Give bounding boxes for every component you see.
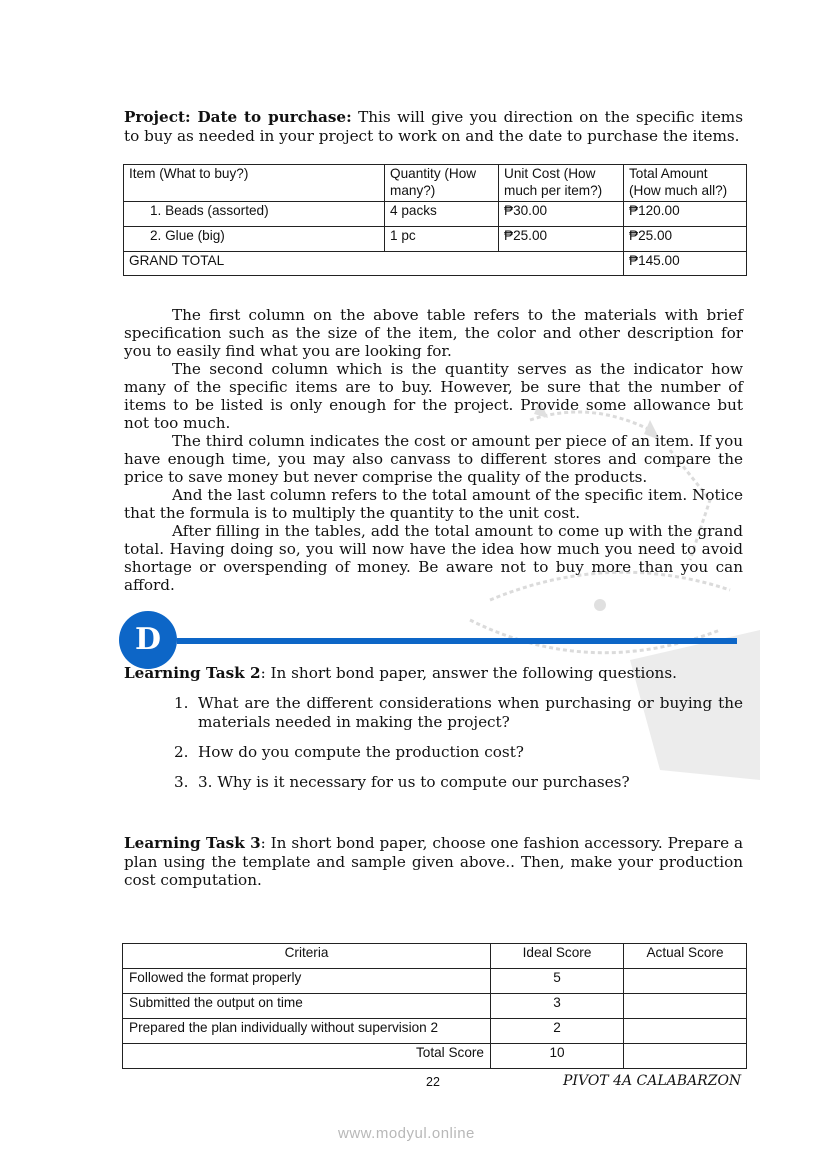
purchase-table <box>123 164 747 276</box>
grand-total-value: ₱145.00 <box>624 252 747 276</box>
rubric-table <box>122 943 747 1069</box>
intro-paragraph <box>124 108 743 146</box>
paragraph: After filling in the tables, add the total amount to come up with the grand total. Having doing so, you will now have the idea how much you need to avoid shortage or overspending of money. Be aware not to buy more than you can afford. <box>124 522 743 594</box>
header-actual-score: Actual Score <box>624 944 747 969</box>
cell-item: 2. Glue (big) <box>124 227 385 252</box>
question-number: 1. <box>174 694 189 712</box>
header-criteria: Criteria <box>123 944 491 969</box>
section-divider <box>177 638 737 644</box>
cell-unit-cost: ₱30.00 <box>499 202 624 227</box>
header-unit-cost: Unit Cost (How much per item?) <box>499 165 624 202</box>
list-item <box>174 743 743 762</box>
question-text: 3. Why is it necessary for us to compute our purchases? <box>198 773 630 791</box>
learning-task-3 <box>124 834 743 890</box>
header-item: Item (What to buy?) <box>124 165 385 202</box>
task2-text: : In short bond paper, answer the following questions. <box>260 664 677 682</box>
question-list <box>174 694 743 803</box>
cell-quantity: 4 packs <box>385 202 499 227</box>
header-total-amount: Total Amount (How much all?) <box>624 165 747 202</box>
cell-total: ₱25.00 <box>624 227 747 252</box>
cell-total: ₱120.00 <box>624 202 747 227</box>
table-row <box>123 994 747 1019</box>
cell-unit-cost: ₱25.00 <box>499 227 624 252</box>
task3-label: Learning Task 3 <box>124 834 261 852</box>
table-row <box>124 202 747 227</box>
cell-ideal-score: 2 <box>491 1019 624 1044</box>
cell-actual-score <box>624 969 747 994</box>
list-item <box>174 773 743 792</box>
total-ideal-score: 10 <box>491 1044 624 1069</box>
cell-actual-score <box>624 1019 747 1044</box>
grand-total-row <box>124 252 747 276</box>
learning-task-2 <box>124 664 743 683</box>
list-item <box>174 694 743 732</box>
intro-heading: Project: Date to purchase: <box>124 108 352 126</box>
table-row <box>123 1019 747 1044</box>
section-letter-badge: D <box>119 611 177 669</box>
explanation-text <box>124 306 743 594</box>
table-header-row <box>124 165 747 202</box>
cell-criteria: Prepared the plan individually without supervision 2 <box>123 1019 491 1044</box>
table-row <box>123 969 747 994</box>
total-score-row <box>123 1044 747 1069</box>
cell-ideal-score: 3 <box>491 994 624 1019</box>
paragraph: The second column which is the quantity serves as the indicator how many of the specific items are to buy. However, be sure that the number of items to be listed is only enough for the project. Provide some allowance but not too much. <box>124 360 743 432</box>
total-score-label: Total Score <box>123 1044 491 1069</box>
paragraph: The third column indicates the cost or amount per piece of an item. If you have enough time, you may also canvass to different stores and compare the price to save money but never comprise the quality of the products. <box>124 432 743 486</box>
paragraph: The first column on the above table refers to the materials with brief specification such as the size of the item, the color and other description for you to easily find what you are looking for. <box>124 306 743 360</box>
cell-criteria: Followed the format properly <box>123 969 491 994</box>
cell-actual-score <box>624 994 747 1019</box>
task3-text: : In short bond paper, choose one fashion accessory. Prepare a plan using the template and sample given above.. Then, make your production cost computation. <box>124 834 743 889</box>
website-watermark: www.modyul.online <box>338 1125 475 1142</box>
rubric-header-row <box>123 944 747 969</box>
page-number: 22 <box>426 1075 440 1089</box>
total-actual-score <box>624 1044 747 1069</box>
question-number: 3. <box>174 773 189 791</box>
question-text: How do you compute the production cost? <box>198 743 524 761</box>
cell-item: 1. Beads (assorted) <box>124 202 385 227</box>
header-quantity: Quantity (How many?) <box>385 165 499 202</box>
footer-brand: PIVOT 4A CALABARZON <box>563 1073 742 1089</box>
question-text: What are the different considerations when purchasing or buying the materials needed in making the project? <box>198 694 743 731</box>
intro-text: This will give you direction on the specific items to buy as needed in your project to work on and the date to purchase the items. <box>124 108 744 145</box>
question-number: 2. <box>174 743 189 761</box>
cell-quantity: 1 pc <box>385 227 499 252</box>
cell-criteria: Submitted the output on time <box>123 994 491 1019</box>
grand-total-label: GRAND TOTAL <box>124 252 624 276</box>
task2-label: Learning Task 2 <box>124 664 261 682</box>
cell-ideal-score: 5 <box>491 969 624 994</box>
section-header-d <box>119 611 739 661</box>
header-ideal-score: Ideal Score <box>491 944 624 969</box>
paragraph: And the last column refers to the total amount of the specific item. Notice that the formula is to multiply the quantity to the unit cost. <box>124 486 743 522</box>
table-row <box>124 227 747 252</box>
